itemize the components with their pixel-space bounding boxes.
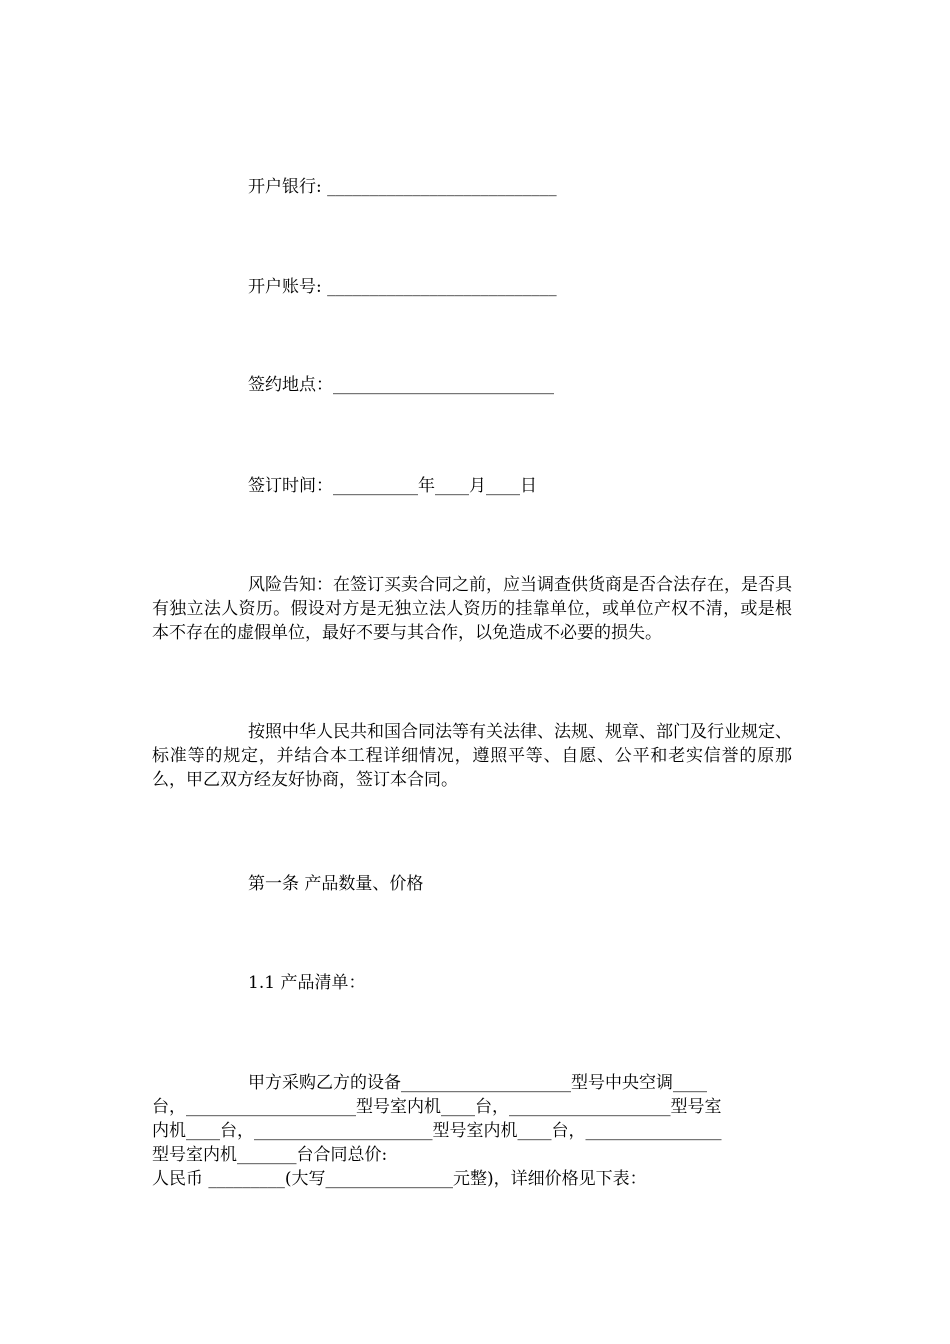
risk-notice-paragraph: 风险告知：在签订买卖合同之前，应当调查供货商是否合法存在，是否具有独立法人资历。假设对方是无独立法人资历的挂靠单位，或单位产权不清，或是根本不存在的虚假单位，最好不要与其合作，以免造成不必要的损失。 xyxy=(152,575,792,643)
preamble-paragraph: 按照中华人民共和国合同法等有关法律、法规、规章、部门及行业规定、标准等的规定，并结合本工程详细情况，遵照平等、自愿、公平和老实信誉的原那么，甲乙双方经友好协商，签订本合同。 xyxy=(152,722,792,790)
bank-field: 开户银行: ___________________________ xyxy=(248,177,557,197)
total-price-line: 人民币 _________(大写_______________元整)，详细价格见下表： xyxy=(152,1169,647,1189)
signing-place-field: 签约地点：__________________________ xyxy=(248,375,554,395)
signing-date-field: 签订时间：__________年____月____日 xyxy=(248,476,537,496)
purchase-line: 型号室内机_______台合同总价: xyxy=(152,1145,388,1165)
article-1-title: 第一条 产品数量、价格 xyxy=(248,874,424,894)
purchase-line: 台，____________________型号室内机____台，___________________型号室 xyxy=(152,1097,722,1117)
section-1-1-heading: 1.1 产品清单： xyxy=(248,973,366,993)
purchase-paragraph xyxy=(152,1071,792,1191)
purchase-line: 内机____台，_____________________型号室内机____台，________________ xyxy=(152,1121,722,1141)
purchase-line: 甲方采购乙方的设备____________________型号中央空调____ xyxy=(248,1073,707,1093)
account-field: 开户账号: ___________________________ xyxy=(248,277,557,297)
